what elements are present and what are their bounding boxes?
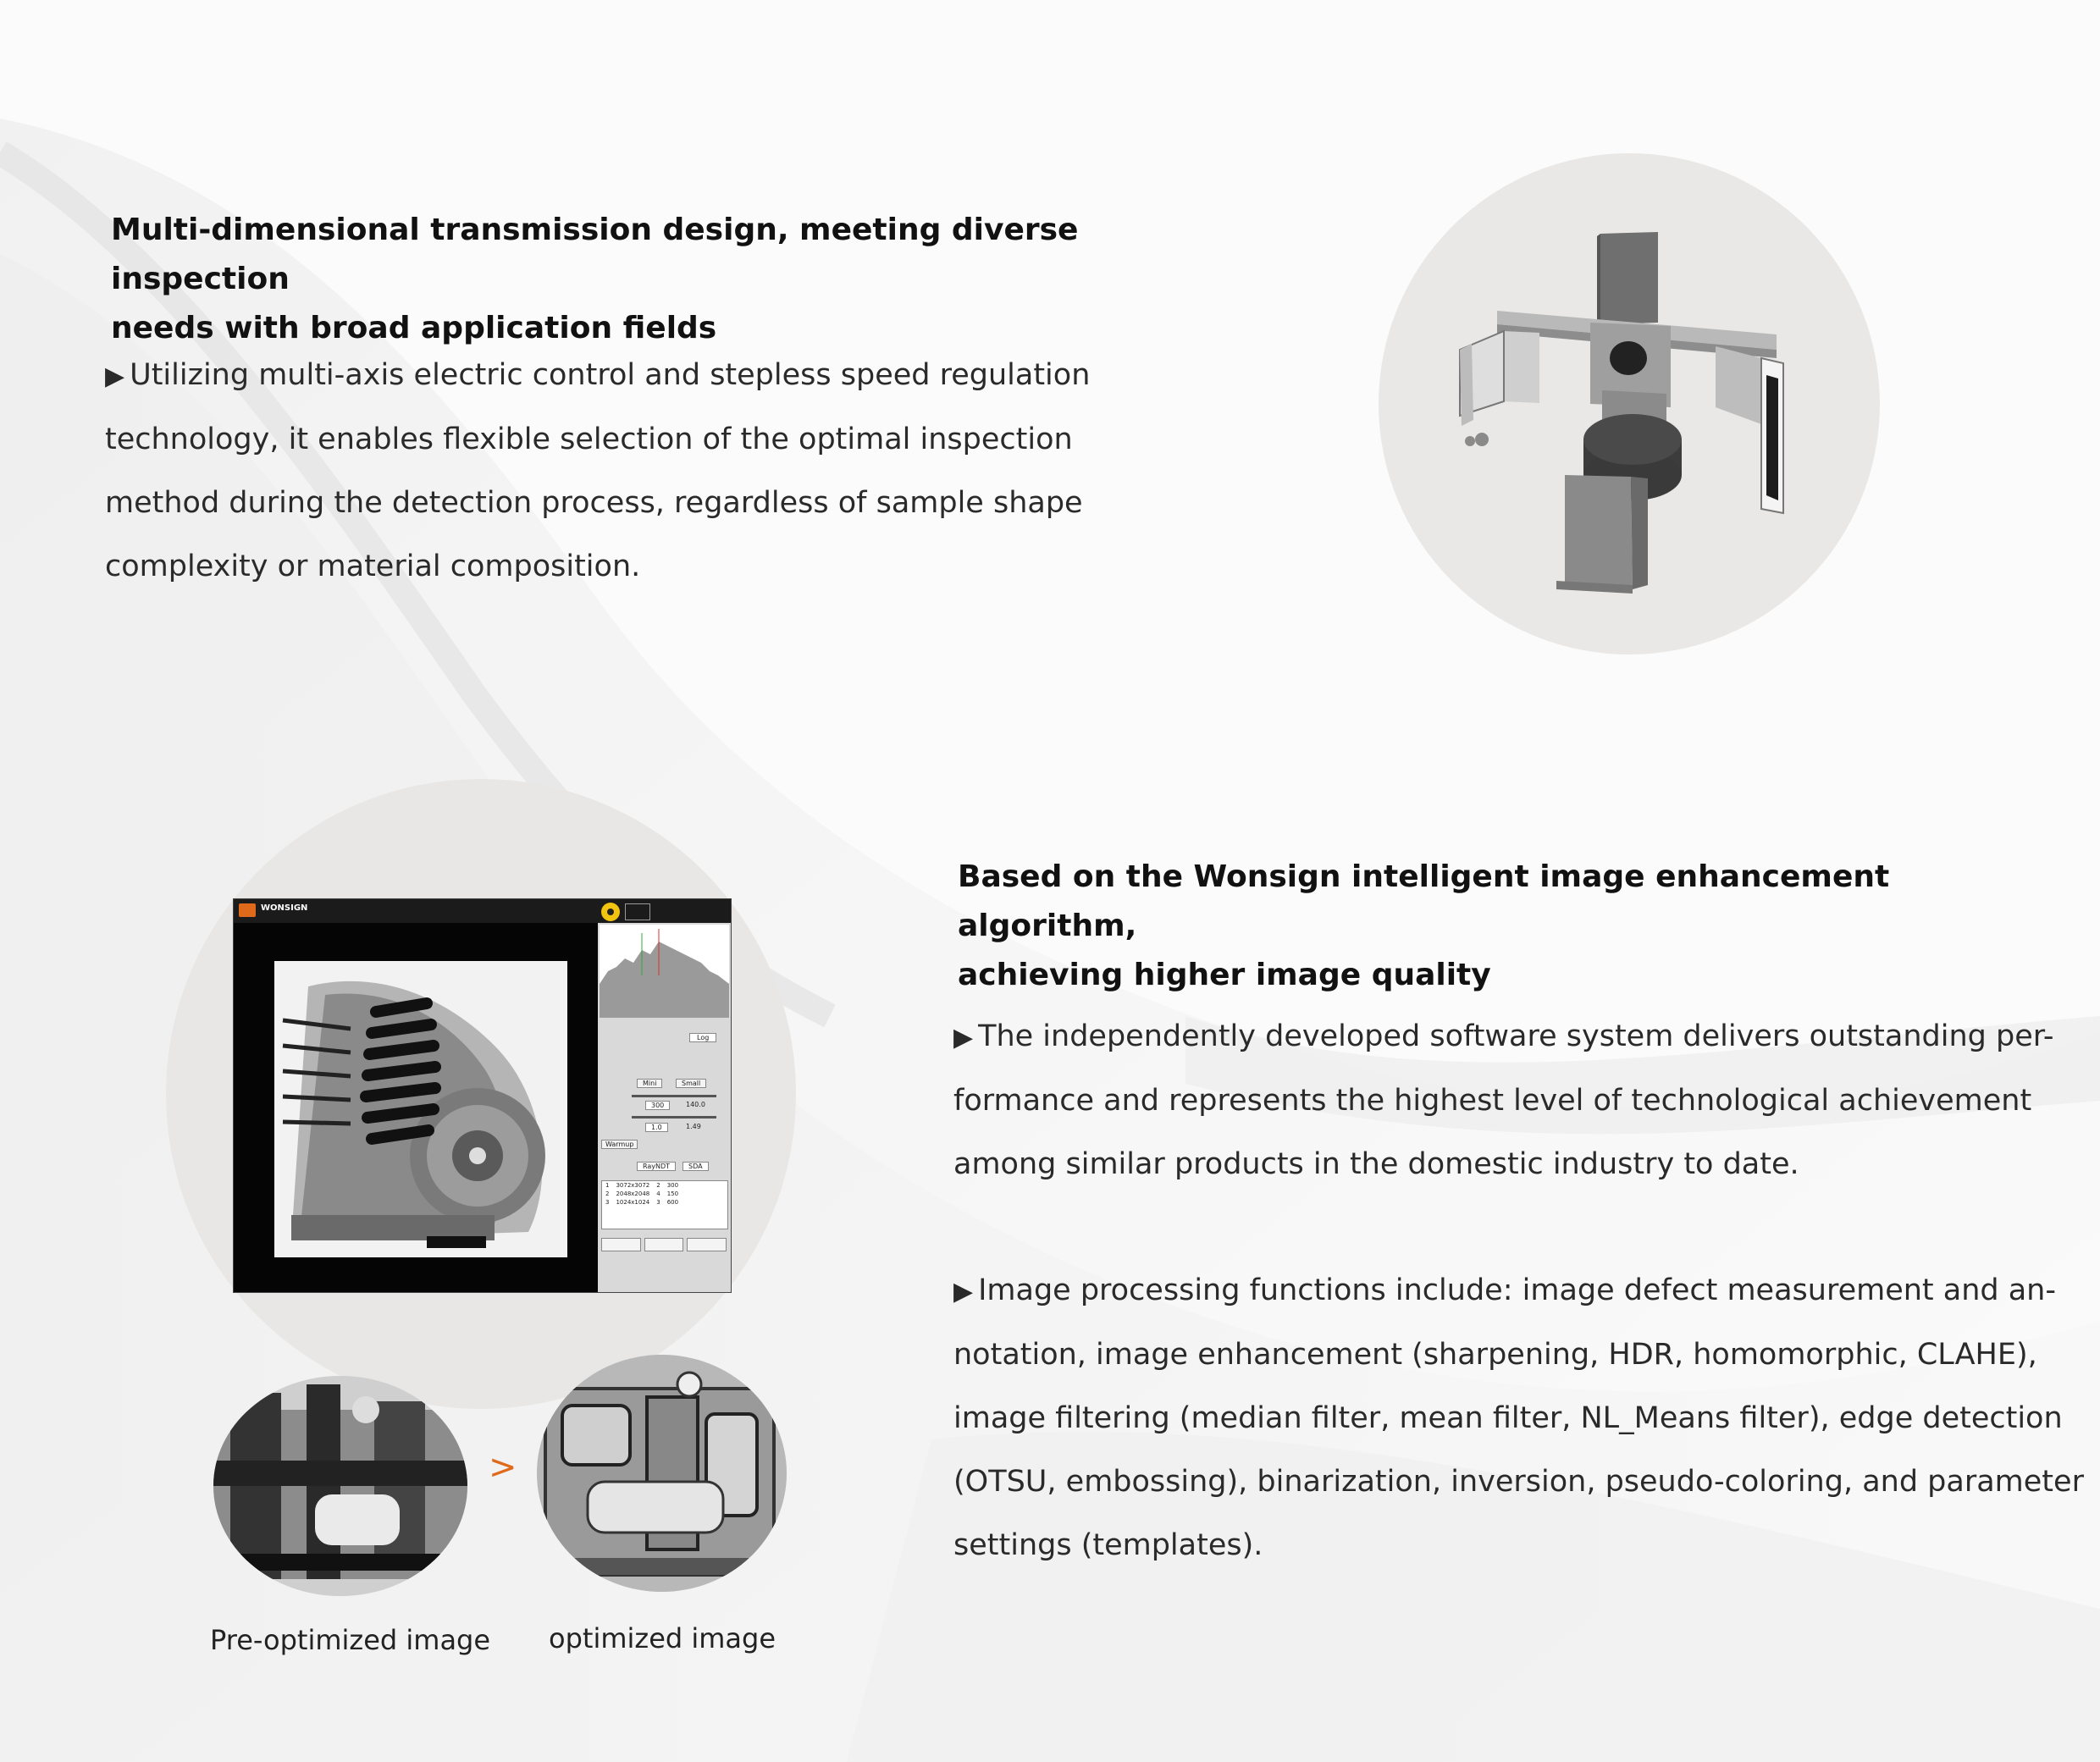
section2-heading [958,853,2059,1000]
voltage-value[interactable]: 300 [645,1101,670,1110]
radiation-icon[interactable] [601,903,620,921]
control-panel [598,923,731,1292]
brand-name: WONSIGN [261,903,308,913]
section1-heading [111,206,1212,353]
current-readout: 1.49 [686,1123,701,1130]
bullet-icon: ▶ [953,1023,974,1052]
optimized-image [537,1355,787,1592]
comparison-arrow: > [489,1448,517,1487]
software-screenshot [233,898,732,1293]
section2-p1-line-2: formance and represents the highest level of technological achievement [953,1084,2032,1118]
table-row[interactable]: 1 3072x3072 2 300 [605,1182,679,1189]
warmup-button[interactable]: Warmup [601,1140,638,1149]
log-select[interactable]: Log [689,1033,716,1042]
app-title-bar [234,899,731,923]
pre-optimized-xray [213,1376,467,1596]
section2-p1-line-1: The independently developed software system delivers outstanding per- [978,1019,2054,1053]
brand-logo-icon [239,903,256,917]
current-slider[interactable] [632,1116,716,1119]
xray-image [274,961,567,1257]
focus-mini-button[interactable]: Mini [637,1079,662,1088]
bullet-icon: ▶ [105,362,125,391]
current-value[interactable]: 1.0 [645,1123,668,1132]
resolution-table [601,1180,728,1229]
section2-p2-line-1: Image processing functions include: image defect measurement and an- [978,1273,2056,1307]
section1-line-2: technology, it enables flexible selection of the optimal inspection [105,423,1073,456]
section2-p2-line-4: (OTSU, embossing), binarization, inversion, pseudo-coloring, and parameter [953,1465,2084,1499]
table-row[interactable]: 2 2048x2048 4 150 [605,1190,679,1197]
pre-optimized-caption: Pre-optimized image [210,1624,491,1656]
optimized-xray [537,1355,787,1592]
section1-paragraph [105,344,1206,599]
pre-optimized-image [213,1376,467,1596]
ray-detector-button[interactable]: RayNDT [637,1162,676,1171]
section1-line-3: method during the detection process, regardless of sample shape [105,486,1083,520]
action-button[interactable] [601,1238,641,1251]
histogram [600,925,729,1018]
section1-heading-line2: needs with broad application fields [111,311,717,345]
section2-heading-line2: achieving higher image quality [958,958,1491,992]
bullet-icon: ▶ [953,1277,974,1306]
voltage-readout: 140.0 [686,1101,705,1108]
table-row[interactable]: 3 1024x1024 3 600 [605,1199,679,1206]
bottom-buttons [601,1238,727,1251]
section1-heading-line1: Multi-dimensional transmission design, meeting diverse inspection [111,213,1079,296]
focus-small-button[interactable]: Small [676,1079,706,1088]
section1-line-4: complexity or material composition. [105,550,641,583]
section2-heading-line1: Based on the Wonsign intelligent image enhancement algorithm, [958,859,1890,943]
sda-button[interactable]: SDA [682,1162,709,1171]
section2-p2-line-2: notation, image enhancement (sharpening, HDR, homomorphic, CLAHE), [953,1338,2037,1372]
section2-p2-line-5: settings (templates). [953,1528,1263,1562]
optimized-caption: optimized image [549,1622,776,1654]
status-indicator-icon [625,903,650,920]
section2-p1-line-3: among similar products in the domestic industry to date. [953,1147,1799,1181]
section2-paragraph2 [953,1259,2088,1577]
section2-p2-line-3: image filtering (median filter, mean filter, NL_Means filter), edge detection [953,1401,2063,1435]
action-button[interactable] [644,1238,684,1251]
machine-illustration [1379,153,1880,655]
voltage-slider[interactable] [632,1095,716,1097]
section1-line-1: Utilizing multi-axis electric control and stepless speed regulation [130,358,1091,392]
xray-viewport[interactable] [234,923,598,1292]
section2-paragraph1 [953,1005,2071,1196]
action-button[interactable] [687,1238,727,1251]
